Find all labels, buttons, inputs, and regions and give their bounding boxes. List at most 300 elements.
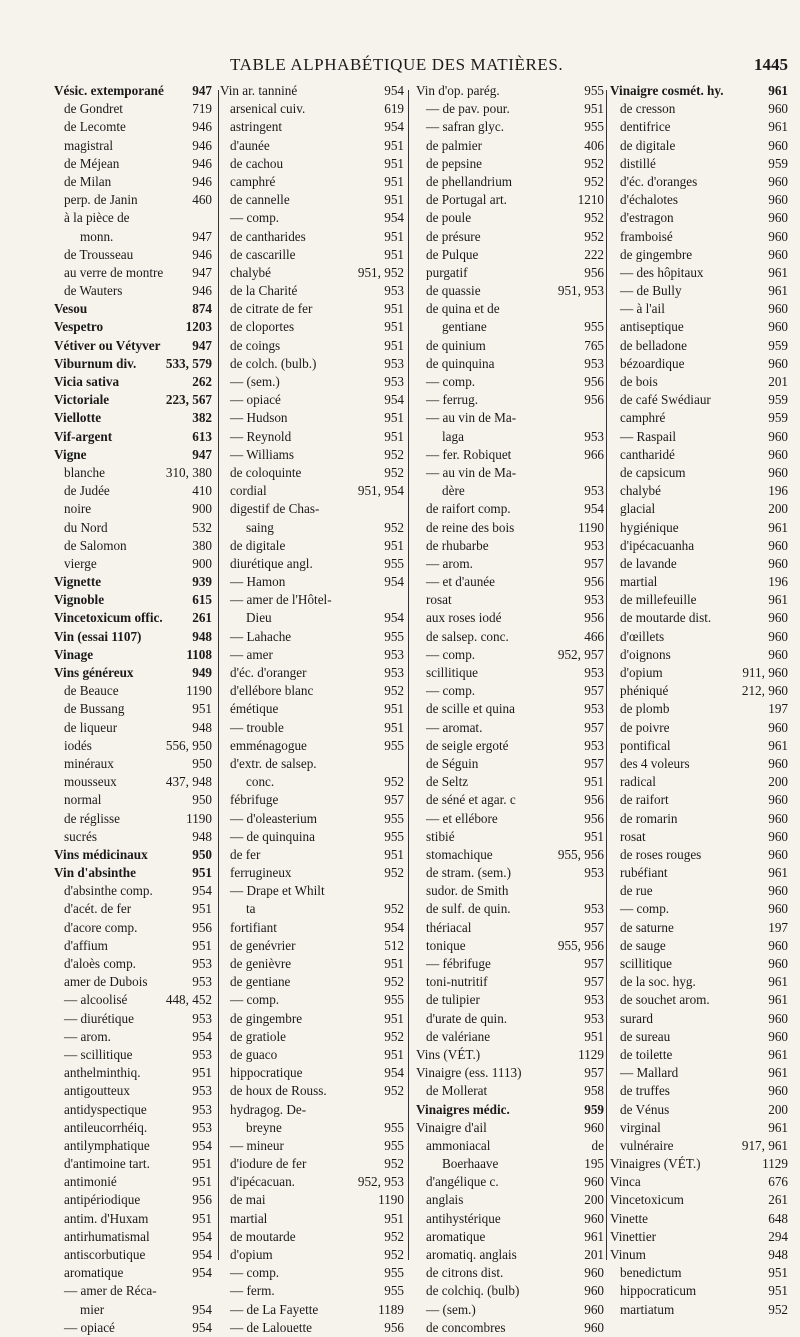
index-entry [220, 1210, 404, 1228]
index-entry [220, 1137, 404, 1155]
entry-page-ref: 951 [192, 865, 212, 881]
entry-page-ref: 648 [768, 1210, 788, 1226]
entry-term: rosat [426, 592, 452, 608]
index-entry [610, 810, 788, 828]
index-entry [610, 846, 788, 864]
entry-term: de Méjean [64, 155, 120, 171]
entry-term: d'échalotes [620, 192, 679, 208]
entry-term: digestif de Chas- [230, 501, 320, 517]
entry-term: antim. d'Huxam [64, 1210, 149, 1226]
entry-term: d'absinthe comp. [64, 883, 153, 899]
entry-page-ref: 956 [384, 1319, 404, 1335]
entry-term: scillitique [426, 665, 479, 680]
entry-term: — à l'ail [620, 301, 665, 317]
entry-term: de cannelle [230, 192, 290, 208]
entry-page-ref: 960 [768, 246, 788, 262]
entry-term: perp. de Janin [64, 192, 138, 208]
entry-term: bézoardique [620, 355, 685, 371]
index-entry [416, 482, 604, 500]
entry-term: — amer [230, 646, 273, 662]
entry-term: Viellotte [54, 410, 102, 426]
entry-page-ref: 960 [768, 537, 788, 553]
entry-page-ref: 951 [384, 428, 404, 444]
index-entry [610, 428, 788, 446]
entry-term: virginal [620, 1119, 661, 1135]
entry-page-ref: 952 [384, 683, 404, 699]
index-entry [54, 100, 212, 118]
entry-term: de toilette [620, 1046, 673, 1062]
entry-term: — Raspail [620, 428, 677, 444]
index-entry [220, 900, 404, 918]
entry-term: de gingembre [620, 246, 693, 262]
index-entry [220, 537, 404, 555]
index-entry [54, 537, 212, 555]
index-entry [54, 810, 212, 828]
entry-term: mousseux [64, 774, 117, 790]
entry-page-ref: 951 [384, 846, 404, 862]
entry-page-ref: 954 [192, 1265, 212, 1281]
entry-term: de sureau [620, 1028, 671, 1044]
entry-term: Vins (VÉT.) [416, 1046, 481, 1062]
entry-page-ref: 1108 [186, 646, 212, 662]
entry-page-ref: 955 [384, 1283, 404, 1299]
entry-term: de coings [230, 337, 281, 353]
entry-term: de plomb [620, 701, 670, 717]
index-entry [610, 882, 788, 900]
entry-page-ref: 953 [584, 1010, 604, 1026]
entry-term: — de quinquina [230, 828, 315, 844]
index-entry [54, 264, 212, 282]
index-entry [416, 755, 604, 773]
index-entry [220, 628, 404, 646]
index-entry [416, 1064, 604, 1082]
entry-page-ref: 200 [768, 1101, 788, 1117]
entry-term: martiatum [620, 1301, 675, 1317]
index-entry [416, 937, 604, 955]
entry-term: antidyspectique [64, 1101, 147, 1117]
entry-term: d'antimoine tart. [64, 1156, 150, 1172]
index-entry [610, 137, 788, 155]
index-entry [610, 1155, 788, 1173]
entry-page-ref: 951, 954 [357, 483, 404, 499]
entry-page-ref: 955 [584, 319, 604, 335]
entry-term: — et d'aunée [426, 574, 496, 590]
entry-page-ref: 956 [584, 574, 604, 590]
index-entry [416, 682, 604, 700]
index-entry [54, 846, 212, 864]
index-column-2 [220, 82, 404, 1335]
entry-page-ref: 261 [192, 610, 212, 626]
entry-term: fébrifuge [230, 792, 279, 808]
entry-page-ref: 947 [192, 264, 212, 280]
entry-term: de truffes [620, 1083, 670, 1099]
entry-term: de genièvre [230, 956, 292, 971]
index-entry [416, 555, 604, 573]
entry-page-ref: 953 [192, 974, 212, 990]
entry-term: d'éc. d'oranges [620, 173, 698, 189]
entry-page-ref: 917, 961 [741, 1137, 788, 1153]
entry-term: Vin ar. tanniné [220, 83, 298, 98]
entry-term: — diurétique [64, 1010, 134, 1026]
entry-page-ref: 960 [768, 828, 788, 844]
entry-page-ref: 956 [584, 792, 604, 808]
index-entry [220, 682, 404, 700]
index-entry [54, 864, 212, 882]
index-entry [54, 318, 212, 336]
entry-page-ref: 954 [384, 83, 404, 98]
page-number: 1445 [754, 55, 788, 74]
index-entry [220, 500, 404, 518]
entry-term: Boerhaave [442, 1156, 499, 1172]
index-entry [54, 1028, 212, 1046]
entry-term: antileucorrhéiq. [64, 1119, 148, 1135]
index-entry [54, 646, 212, 664]
entry-term: antiscorbutique [64, 1247, 146, 1262]
entry-page-ref: 676 [768, 1174, 788, 1190]
entry-page-ref: 960 [768, 464, 788, 480]
index-entry [610, 937, 788, 955]
index-entry [610, 355, 788, 373]
index-entry [220, 810, 404, 828]
entry-term: scillitique [620, 956, 673, 971]
index-entry [54, 373, 212, 391]
index-entry [610, 773, 788, 791]
entry-term: de scille et quina [426, 701, 515, 717]
index-entry [416, 264, 604, 282]
entry-term: — amer de l'Hôtel- [230, 592, 332, 608]
entry-term: d'angélique c. [426, 1174, 499, 1190]
index-entry [54, 1101, 212, 1119]
index-entry [416, 1119, 604, 1137]
index-entry [416, 82, 604, 100]
index-entry [416, 1301, 604, 1319]
index-entry [610, 191, 788, 209]
entry-term: Vins médicinaux [54, 846, 148, 862]
entry-page-ref: 954 [384, 919, 404, 935]
entry-page-ref: 954 [384, 610, 404, 626]
entry-term: — comp. [426, 646, 476, 662]
entry-page-ref: 961 [768, 992, 788, 1008]
entry-page-ref: 196 [768, 483, 788, 499]
entry-page-ref: 958 [584, 1083, 604, 1099]
entry-term: de cloportes [230, 319, 295, 335]
entry-term: de Salomon [64, 537, 127, 553]
entry-term: — safran glyc. [426, 119, 504, 135]
index-entry [416, 519, 604, 537]
entry-term: à la pièce de [64, 210, 130, 226]
page-title: TABLE ALPHABÉTIQUE DES MATIÈRES. [230, 55, 564, 74]
index-entry [416, 1046, 604, 1064]
entry-term: de salsep. conc. [426, 628, 509, 644]
entry-page-ref: 957 [384, 792, 404, 808]
index-entry [610, 719, 788, 737]
index-entry [220, 355, 404, 373]
entry-term: anthelminthiq. [64, 1065, 141, 1081]
index-entry [416, 464, 604, 482]
entry-page-ref: 948 [192, 828, 212, 844]
entry-term: — ferrug. [426, 392, 478, 408]
entry-page-ref: 953 [584, 355, 604, 371]
index-entry [220, 955, 404, 973]
index-entry [416, 791, 604, 809]
index-entry [54, 391, 212, 409]
index-entry [416, 846, 604, 864]
entry-term: astringent [230, 119, 283, 135]
entry-term: d'œillets [620, 628, 665, 644]
index-entry [220, 609, 404, 627]
index-entry [220, 773, 404, 791]
index-entry [220, 1064, 404, 1082]
index-entry [416, 1173, 604, 1191]
entry-page-ref: 955 [384, 828, 404, 844]
index-entry [220, 264, 404, 282]
index-entry [54, 519, 212, 537]
index-entry [54, 628, 212, 646]
index-entry [416, 391, 604, 409]
entry-page-ref: 951 [192, 901, 212, 917]
entry-term: de souchet arom. [620, 992, 710, 1008]
index-entry [54, 828, 212, 846]
index-entry [610, 1137, 788, 1155]
entry-page-ref: 1129 [578, 1046, 604, 1062]
entry-term: — Hudson [230, 410, 288, 426]
index-entry [610, 155, 788, 173]
entry-term: Vin d'absinthe [54, 865, 136, 881]
entry-page-ref: 954 [584, 501, 604, 517]
entry-page-ref: 953 [584, 992, 604, 1008]
entry-term: ammoniacal [426, 1137, 491, 1153]
entry-page-ref: 960 [768, 937, 788, 953]
entry-page-ref: 952 [384, 519, 404, 535]
index-entry [54, 937, 212, 955]
entry-term: aux roses iodé [426, 610, 502, 626]
entry-page-ref: 953 [192, 1083, 212, 1099]
index-entry [220, 555, 404, 573]
entry-page-ref: 1189 [378, 1301, 404, 1317]
index-entry [416, 446, 604, 464]
entry-page-ref: 960 [768, 101, 788, 117]
entry-page-ref: 197 [768, 919, 788, 935]
entry-term: — fer. Robiquet [426, 446, 512, 462]
entry-page-ref: 512 [384, 937, 404, 953]
entry-page-ref: 961 [768, 737, 788, 753]
entry-term: de tulipier [426, 992, 480, 1008]
index-entry [416, 955, 604, 973]
entry-term: camphré [230, 173, 276, 189]
index-entry [220, 646, 404, 664]
entry-term: de présure [426, 228, 481, 244]
entry-term: thériacal [426, 919, 472, 935]
index-entry [54, 1155, 212, 1173]
entry-page-ref: 951 [384, 719, 404, 735]
index-entry [416, 118, 604, 136]
entry-page-ref: 951 [384, 246, 404, 262]
entry-page-ref: 946 [192, 137, 212, 153]
entry-term: de stram. (sem.) [426, 865, 511, 881]
entry-term: stomachique [426, 846, 493, 862]
entry-page-ref: 911, 960 [742, 665, 788, 680]
entry-term: de coloquinte [230, 464, 302, 480]
entry-page-ref: 952 [384, 1028, 404, 1044]
entry-page-ref: 951 [768, 1283, 788, 1299]
entry-page-ref: 955 [384, 555, 404, 571]
entry-term: — de Lalouette [230, 1319, 313, 1335]
entry-page-ref: 959 [768, 155, 788, 171]
entry-page-ref: 948 [192, 628, 212, 644]
index-entry [220, 155, 404, 173]
entry-page-ref: 951 [384, 337, 404, 353]
index-column-4 [610, 82, 788, 1317]
index-entry [220, 118, 404, 136]
entry-page-ref: 953 [584, 428, 604, 444]
index-entry [54, 1010, 212, 1028]
entry-term: distillé [620, 155, 656, 171]
index-entry [54, 173, 212, 191]
entry-term: du Nord [64, 519, 108, 535]
entry-term: antimonié [64, 1174, 117, 1190]
entry-page-ref: 382 [192, 410, 212, 426]
entry-page-ref: 956 [192, 1192, 212, 1208]
entry-term: de bois [620, 374, 658, 389]
entry-page-ref: 960 [768, 428, 788, 444]
index-entry [416, 973, 604, 991]
entry-page-ref: 955 [384, 992, 404, 1008]
entry-term: Vinaigre cosmét. hy. [610, 83, 724, 98]
entry-term: Vicia sativa [54, 374, 120, 389]
index-entry [610, 1101, 788, 1119]
entry-term: de Lecomte [64, 119, 126, 135]
entry-term: — comp. [426, 374, 476, 389]
index-entry [220, 664, 404, 682]
entry-page-ref: 959 [768, 392, 788, 408]
entry-term: — opiacé [64, 1319, 115, 1335]
entry-page-ref: 952 [384, 1083, 404, 1099]
entry-term: de citrate de fer [230, 301, 313, 317]
entry-page-ref: 954 [192, 1228, 212, 1244]
index-entry [54, 282, 212, 300]
index-entry [416, 773, 604, 791]
entry-term: de rue [620, 883, 653, 899]
entry-term: arsenical cuiv. [230, 101, 306, 117]
entry-page-ref: 956 [584, 610, 604, 626]
entry-page-ref: 960 [768, 628, 788, 644]
entry-page-ref: 900 [192, 501, 212, 517]
index-entry [54, 791, 212, 809]
entry-term: de Bussang [64, 701, 125, 717]
entry-term: des 4 voleurs [620, 755, 690, 771]
entry-page-ref: 222 [584, 246, 604, 262]
entry-term: d'aunée [230, 137, 270, 153]
entry-page-ref: 532 [192, 519, 212, 535]
index-entry [220, 700, 404, 718]
index-entry [220, 1228, 404, 1246]
entry-page-ref: 946 [192, 246, 212, 262]
index-entry [54, 228, 212, 246]
entry-term: de fer [230, 846, 261, 862]
entry-term: de cachou [230, 155, 284, 171]
entry-page-ref: 201 [584, 1247, 604, 1262]
entry-term: — scillitique [64, 1046, 133, 1062]
index-entry [416, 1082, 604, 1100]
entry-term: — comp. [620, 901, 670, 917]
entry-term: d'ipécacuanha [620, 537, 695, 553]
index-entry [416, 537, 604, 555]
entry-term: stibié [426, 828, 455, 844]
entry-term: martial [230, 1210, 268, 1226]
entry-term: cantharidé [620, 446, 675, 462]
index-entry [610, 173, 788, 191]
entry-page-ref: 1129 [762, 1156, 788, 1172]
index-entry [610, 100, 788, 118]
index-entry [610, 409, 788, 427]
entry-term: — amer de Réca- [64, 1283, 157, 1299]
entry-term: d'urate de quin. [426, 1010, 508, 1026]
entry-term: de Judée [64, 483, 110, 499]
entry-page-ref: 952 [384, 865, 404, 881]
index-entry [416, 628, 604, 646]
entry-page-ref: 959 [768, 337, 788, 353]
index-entry [220, 228, 404, 246]
entry-page-ref: 1190 [378, 1192, 404, 1208]
entry-term: d'estragon [620, 210, 674, 226]
index-entry [54, 773, 212, 791]
entry-page-ref: 951 [384, 173, 404, 189]
entry-page-ref: 960 [768, 646, 788, 662]
index-entry [416, 609, 604, 627]
entry-term: antilymphatique [64, 1137, 150, 1153]
entry-term: de gentiane [230, 974, 291, 990]
entry-term: antirhumatismal [64, 1228, 150, 1244]
index-entry [220, 300, 404, 318]
index-entry [610, 628, 788, 646]
index-entry [220, 737, 404, 755]
index-entry [220, 1301, 404, 1319]
entry-term: conc. [246, 774, 275, 790]
entry-page-ref: 952 [384, 1247, 404, 1262]
index-entry [54, 900, 212, 918]
entry-page-ref: 960 [768, 610, 788, 626]
entry-page-ref: 196 [768, 574, 788, 590]
entry-term: de pepsine [426, 155, 483, 171]
entry-term: de palmier [426, 137, 483, 153]
entry-term: Vésic. extemporané [54, 83, 164, 98]
index-entry [220, 1155, 404, 1173]
index-entry [610, 991, 788, 1009]
index-entry [54, 882, 212, 900]
index-entry [54, 555, 212, 573]
entry-term: de séné et agar. c [426, 792, 516, 808]
entry-term: aromatique [426, 1228, 486, 1244]
entry-page-ref: 951 [384, 701, 404, 717]
index-entry [610, 682, 788, 700]
entry-page-ref: 953 [384, 283, 404, 299]
entry-page-ref: 953 [384, 646, 404, 662]
entry-term: Viburnum div. [54, 355, 137, 371]
index-entry [220, 246, 404, 264]
entry-term: de concombres [426, 1319, 506, 1335]
entry-term: Vinaigres médic. [416, 1101, 510, 1117]
entry-term: ta [246, 901, 256, 917]
entry-page-ref: 951, 952 [357, 264, 404, 280]
entry-term: de Wauters [64, 283, 123, 299]
entry-term: ferrugineux [230, 865, 292, 881]
entry-page-ref: 955 [384, 1137, 404, 1153]
entry-page-ref: 939 [192, 574, 212, 590]
entry-term: de saturne [620, 919, 674, 935]
index-entry [220, 1246, 404, 1264]
entry-term: de sulf. de quin. [426, 901, 511, 917]
entry-term: de phellandrium [426, 173, 513, 189]
